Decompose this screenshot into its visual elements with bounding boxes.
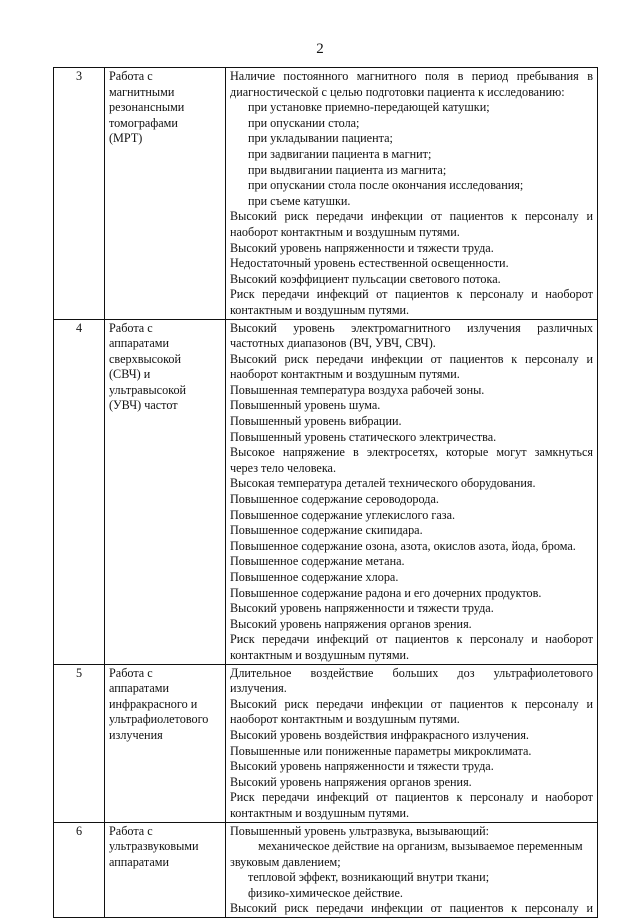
row-number: 4 <box>54 319 105 664</box>
row-work-type-cell <box>105 68 226 320</box>
hazard-text-line: Повышенный уровень ультразвука, вызывающий: <box>230 823 490 838</box>
hazard-text-line: при опускании стола после окончания исследования; <box>248 178 524 193</box>
hazard-text-line: контактным и воздушным путями. <box>230 805 410 820</box>
page-number: 2 <box>316 41 324 57</box>
hazard-text-line: тепловой эффект, возникающий внутри ткани; <box>248 870 490 885</box>
hazard-text-line: Повышенное содержание озона, азота, окислов азота, йода, брома. <box>230 538 576 553</box>
hazard-text-line: при съеме катушки. <box>248 193 351 208</box>
hazard-text-line: Риск передачи инфекций от пациентов к персоналу и наоборот <box>230 287 593 302</box>
hazard-text-line: Высокий коэффициент пульсации светового потока. <box>230 271 501 286</box>
hazard-text-line: Высокий риск передачи инфекции от пациентов к персоналу и <box>230 351 593 366</box>
hazard-text-line: при задвигании пациента в магнит; <box>248 146 432 161</box>
row-hazards-cell <box>226 319 598 664</box>
hazard-text-line: наоборот контактным и воздушным путями. <box>230 712 460 727</box>
hazard-text-line: Высокий риск передачи инфекции от пациентов к персоналу и <box>230 209 593 224</box>
hazard-text-line: при укладывании пациента; <box>248 131 393 146</box>
hazard-text-line: Высокий уровень электромагнитного излучения различных <box>230 320 593 335</box>
hazard-text-line: контактным и воздушным путями. <box>230 302 410 317</box>
hazard-text-line: Повышенное содержание сероводорода. <box>230 492 439 507</box>
row-work-type-cell <box>105 319 226 664</box>
hazard-text-line: при выдвигании пациента из магнита; <box>248 162 447 177</box>
hazard-text-line: Недостаточный уровень естественной освещенности. <box>230 256 509 271</box>
hazard-text-line: через тело человека. <box>230 460 337 475</box>
hazard-text-line: Высокий уровень напряженности и тяжести труда. <box>230 759 494 774</box>
hazard-text-line: контактным и воздушным путями. <box>230 647 410 662</box>
table-row <box>54 822 598 918</box>
hazard-text-line: частотных диапазонов (ВЧ, УВЧ, СВЧ). <box>230 336 436 351</box>
hazard-text-line: Высокая температура деталей технического оборудования. <box>230 476 536 491</box>
row-work-type-cell <box>105 822 226 918</box>
row-work-type: Работа с аппаратами сверхвысокой (СВЧ) и ультравысокой (УВЧ) частот <box>109 320 187 413</box>
row-hazards-cell <box>226 68 598 320</box>
hazard-text-line: Повышенное содержание метана. <box>230 554 405 569</box>
row-number: 6 <box>54 822 105 918</box>
hazard-text-line: Риск передачи инфекций от пациентов к персоналу и наоборот <box>230 790 593 805</box>
row-hazards-cell <box>226 822 598 918</box>
hazard-text-line: физико-химическое действие. <box>248 885 403 900</box>
hazard-text-line: излучения. <box>230 681 287 696</box>
hazard-text-line: Наличие постоянного магнитного поля в период пребывания в <box>230 69 593 83</box>
hazard-text-line: Высокий уровень напряженности и тяжести труда. <box>230 601 494 616</box>
hazard-text-line: Повышенный уровень шума. <box>230 398 381 413</box>
hazard-text-line: Повышенная температура воздуха рабочей зоны. <box>230 382 485 397</box>
row-work-type: Работа с аппаратами инфракрасного и ультрафиолетового излучения <box>109 665 209 742</box>
hazard-text-line: Высокий риск передачи инфекции от пациентов к персоналу и <box>230 901 593 916</box>
hazard-text-line: Повышенное содержание хлора. <box>230 570 399 584</box>
hazard-text-line: Высокий уровень напряженности и тяжести труда. <box>230 240 494 255</box>
row-work-type: Работа с ультразвуковыми аппаратами <box>109 823 199 869</box>
table-row <box>54 664 598 822</box>
hazard-text-line: при установке приемно-передающей катушки; <box>248 100 490 115</box>
hazard-text-line: механическое действие на организм, вызываемое переменным <box>258 839 583 854</box>
hazard-text-line: звуковым давлением; <box>230 854 341 869</box>
row-hazards-cell <box>226 664 598 822</box>
hazard-text-line: наоборот контактным и воздушным путями. <box>230 367 460 382</box>
hazard-text-line: Повышенное содержание углекислого газа. <box>230 507 456 522</box>
hazard-text-line: Повышенные или пониженные параметры микроклимата. <box>230 743 532 758</box>
hazard-text-line: Высокий уровень воздействия инфракрасного излучения. <box>230 727 529 742</box>
table-row <box>54 68 598 320</box>
hazard-text-line: Повышенный уровень статического электричества. <box>230 429 497 444</box>
hazard-text-line: Риск передачи инфекций от пациентов к персоналу и наоборот <box>230 632 593 647</box>
hazard-text-line: Высокое напряжение в электросетях, которые могут замкнуться <box>230 445 593 460</box>
row-number: 5 <box>54 664 105 822</box>
hazard-text-line: при опускании стола; <box>248 115 360 130</box>
row-number: 3 <box>54 68 105 320</box>
hazard-text-line: Высокий уровень напряжения органов зрения. <box>230 774 472 789</box>
hazard-text-line: Повышенный уровень вибрации. <box>230 414 402 429</box>
hazard-text-line: Повышенное содержание скипидара. <box>230 523 423 538</box>
hazard-text-line: Высокий уровень напряжения органов зрения. <box>230 616 472 631</box>
hazard-text-line: наоборот контактным и воздушным путями. <box>230 224 460 239</box>
hazard-text-line: Повышенное содержание радона и его дочерних продуктов. <box>230 585 542 600</box>
hazard-text-line: диагностической с целью подготовки пациента к исследованию: <box>230 84 565 99</box>
table-row <box>54 319 598 664</box>
row-work-type-cell <box>105 664 226 822</box>
hazard-text-line: Высокий риск передачи инфекции от пациентов к персоналу и <box>230 696 593 711</box>
hazards-table <box>53 67 598 918</box>
table-body <box>54 68 598 918</box>
row-work-type: Работа с магнитными резонансными томографами (МРТ) <box>109 69 185 146</box>
hazard-text-line: Длительное воздействие больших доз ультрафиолетового <box>230 665 593 680</box>
